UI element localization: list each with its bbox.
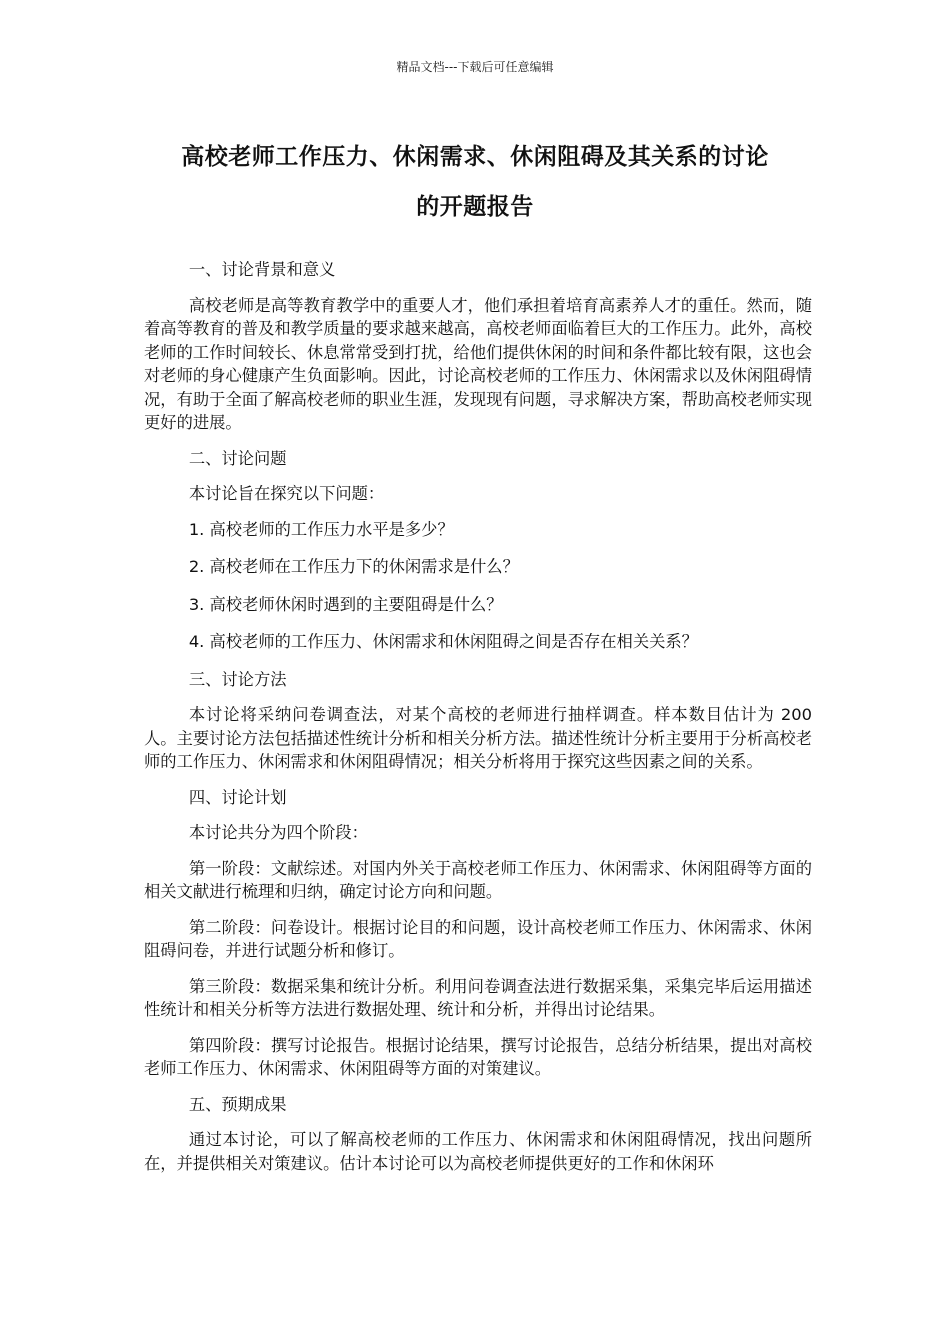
paragraph: 本讨论将采纳问卷调查法，对某个高校的老师进行抽样调查。样本数目估计为 200 人。主要讨论方法包括描述性统计分析和相关分析方法。描述性统计分析主要用于分析高校老师的工作压力、休闲需求和休闲阻碍情况；相关分析将用于探究这些因素之间的关系。 (144, 705, 812, 771)
document-title (140, 132, 810, 232)
title-line-1: 高校老师工作压力、休闲需求、休闲阻碍及其关系的讨论 (181, 144, 769, 170)
paragraph: 第二阶段：问卷设计。根据讨论目的和问题，设计高校老师工作压力、休闲需求、休闲阻碍问卷，并进行试题分析和修订。 (144, 917, 812, 960)
paragraph: 第四阶段：撰写讨论报告。根据讨论结果，撰写讨论报告，总结分析结果，提出对高校老师工作压力、休闲需求、休闲阻碍等方面的对策建议。 (144, 1035, 812, 1078)
paragraph: 本讨论旨在探究以下问题： (188, 484, 385, 503)
list-item: 3. 高校老师休闲时遇到的主要阻碍是什么？ (188, 594, 503, 614)
section-heading: 三、讨论方法 (188, 669, 287, 689)
section-heading: 四、讨论计划 (188, 787, 287, 807)
section-heading: 五、预期成果 (188, 1094, 287, 1114)
list-item: 1. 高校老师的工作压力水平是多少？ (188, 519, 454, 539)
list-item: 4. 高校老师的工作压力、休闲需求和休闲阻碍之间是否存在相关关系？ (188, 632, 698, 651)
paragraph: 高校老师是高等教育教学中的重要人才，他们承担着培育高素养人才的重任。然而，随着高等教育的普及和教学质量的要求越来越高，高校老师面临着巨大的工作压力。此外，高校老师的工作时间较长、休息常常受到打扰，给他们提供休闲的时间和条件都比较有限，这也会对老师的身心健康产生负面影响。因此，讨论高校老师的工作压力、休闲需求以及休闲阻碍情况，有助于全面了解高校老师的职业生涯，发现现有问题，寻求解决方案，帮助高校老师实现更好的进展。 (144, 295, 812, 432)
paragraph: 通过本讨论，可以了解高校老师的工作压力、休闲需求和休闲阻碍情况，找出问题所在，并提供相关对策建议。估计本讨论可以为高校老师提供更好的工作和休闲环 (144, 1130, 812, 1173)
title-line-2: 的开题报告 (416, 194, 534, 220)
page-header: 精品文档---下载后可任意编辑 (396, 60, 554, 74)
paragraph: 第三阶段：数据采集和统计分析。利用问卷调查法进行数据采集，采集完毕后运用描述性统计和相关分析等方法进行数据处理、统计和分析，并得出讨论结果。 (144, 976, 812, 1019)
list-item: 2. 高校老师在工作压力下的休闲需求是什么？ (188, 557, 519, 576)
section-heading: 一、讨论背景和意义 (188, 260, 336, 279)
paragraph: 本讨论共分为四个阶段： (188, 823, 368, 842)
paragraph: 第一阶段：文献综述。对国内外关于高校老师工作压力、休闲需求、休闲阻碍等方面的相关文献进行梳理和归纳，确定讨论方向和问题。 (144, 858, 812, 901)
document-body (144, 258, 812, 1187)
section-heading: 二、讨论问题 (188, 448, 287, 468)
